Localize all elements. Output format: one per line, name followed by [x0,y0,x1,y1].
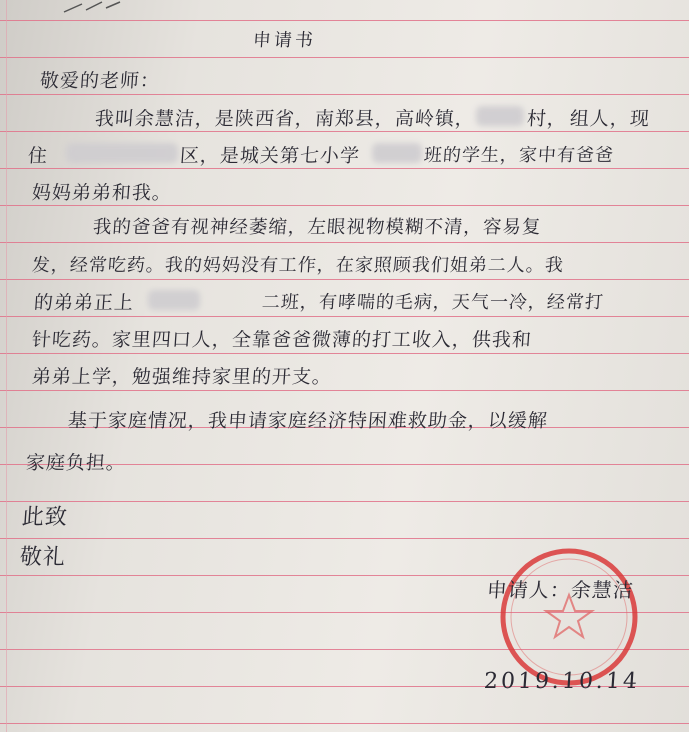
paragraph2-line3a: 的弟弟正上 [33,292,135,314]
signature: 申请人：余慧洁 [486,578,635,602]
redacted-grade [148,290,200,310]
ruled-line [0,242,689,243]
salutation: 敬爱的老师： [39,70,161,92]
redacted-class [372,143,422,163]
ruled-line [0,57,689,58]
paragraph2-line5: 弟弟上学，勉强维持家里的开支。 [31,366,333,388]
ruled-line [0,353,689,354]
paragraph2-line4: 针吃药。家里四口人，全靠爸爸微薄的打工收入，供我和 [31,329,533,351]
margin-line [6,0,7,732]
paragraph1-line3: 妈妈弟弟和我。 [31,182,173,204]
redacted-address [66,143,178,163]
paragraph1-line1a: 我叫余慧洁，是陕西省，南郑县，高岭镇， [94,108,476,130]
paragraph2-line3c: 二班，有哮喘的毛病，天气一冷，经常打 [261,292,605,313]
pen-scribble [62,0,122,16]
ruled-line [0,279,689,280]
paragraph1-line2b: 区，是城关第七小学 [179,145,361,167]
ruled-line [0,131,689,132]
paragraph1-line2a: 住 [27,145,49,167]
paragraph1-line2c: 班的学生，家中有爸爸 [423,145,615,166]
ruled-line [0,94,689,95]
ruled-line [0,390,689,391]
ruled-line [0,501,689,502]
closing-jingli: 敬礼 [18,545,67,570]
paragraph2-line2: 发，经常吃药。我的妈妈没有工作，在家照顾我们姐弟二人。我 [31,255,565,276]
ruled-line [0,538,689,539]
ruled-line [0,20,689,21]
ruled-line [0,205,689,206]
ruled-line [0,316,689,317]
ruled-line [0,723,689,724]
date: 2019.10.14 [483,669,641,694]
page-title: 申请书 [252,30,317,51]
paragraph3-line1: 基于家庭情况，我申请家庭经济特困难救助金，以缓解 [67,410,549,432]
paragraph3-line2: 家庭负担。 [25,452,127,474]
closing-cizhi: 此致 [20,505,69,530]
ruled-line [0,168,689,169]
paragraph2-line1: 我的爸爸有视神经萎缩，左眼视物模糊不清，容易复 [92,217,543,238]
redacted-village [476,106,524,126]
paragraph1-line1c: 组人，现 [569,108,651,130]
paragraph1-line1b: 村， [526,108,568,130]
